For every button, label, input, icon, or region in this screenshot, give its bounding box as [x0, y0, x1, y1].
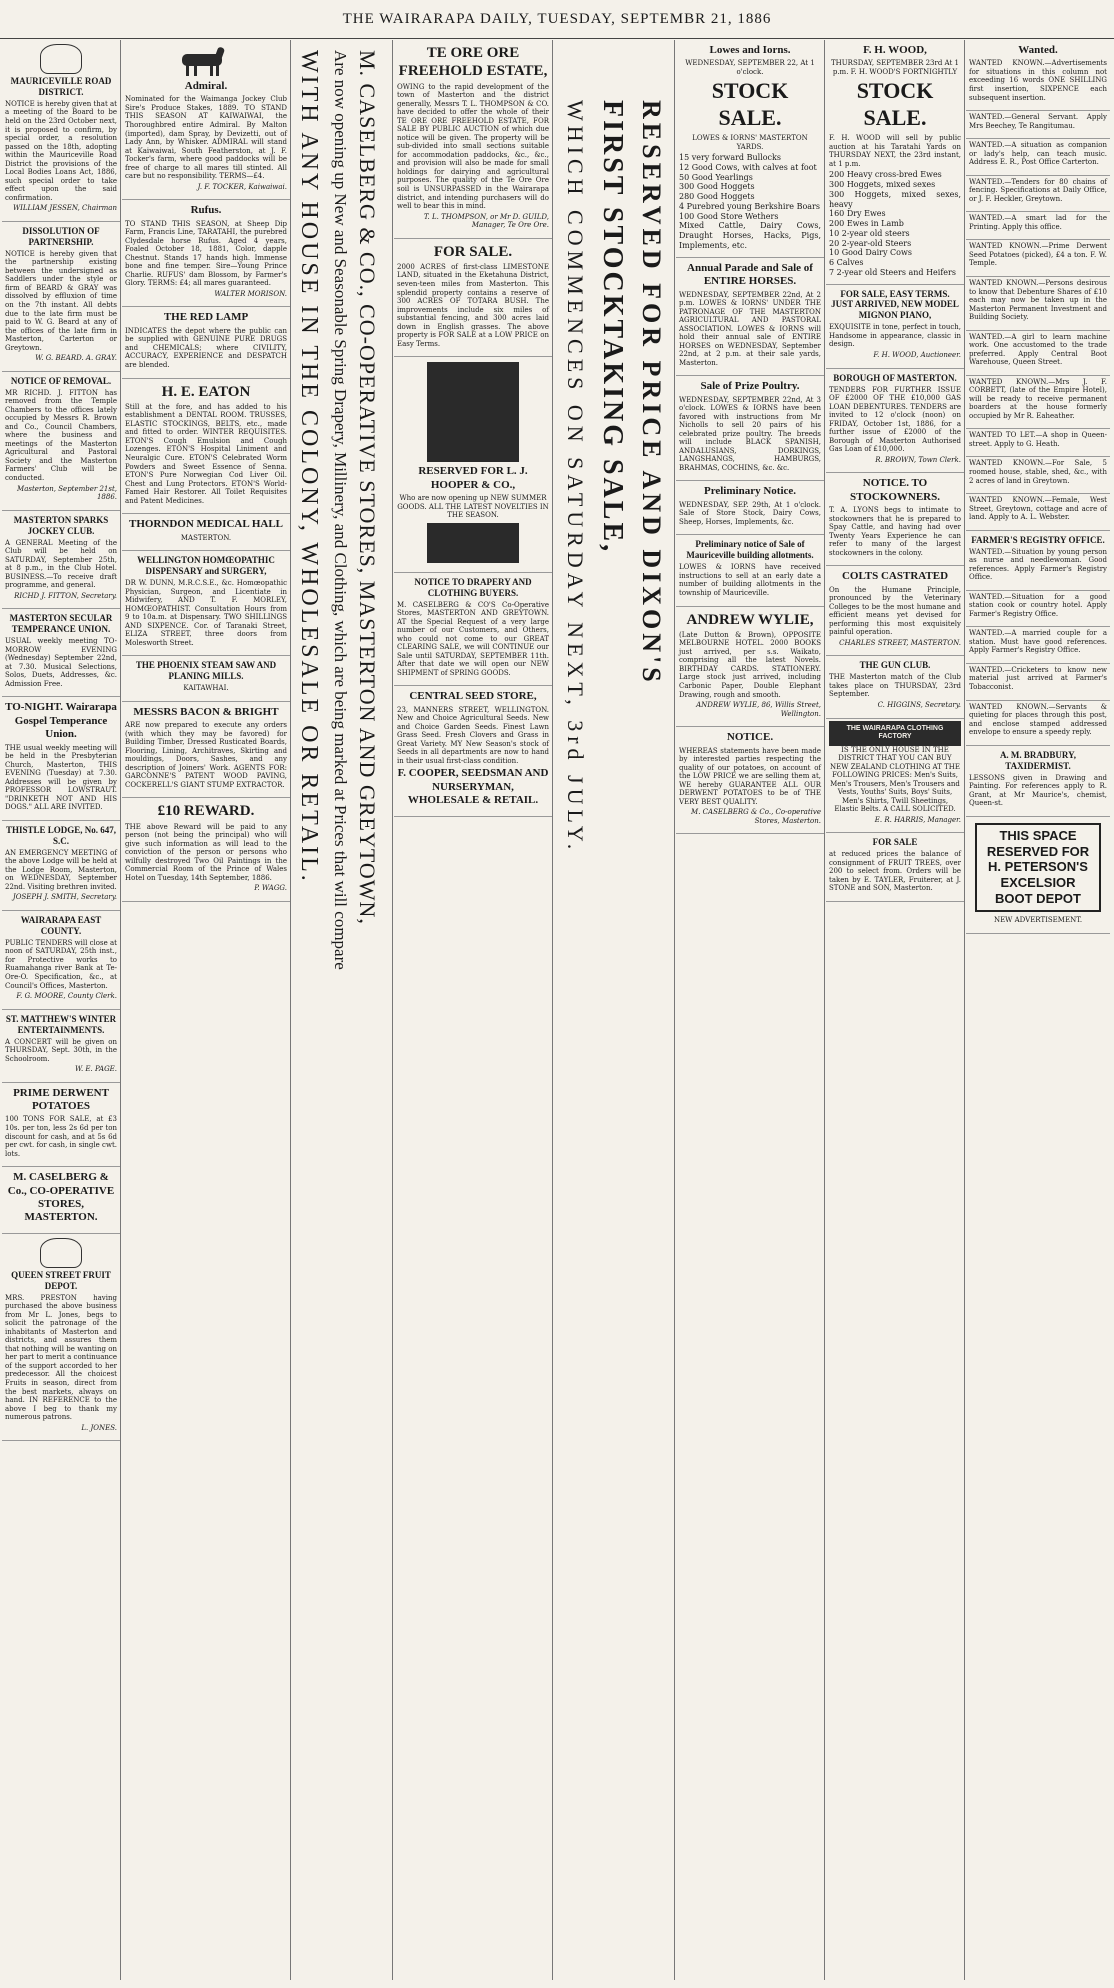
stock-list	[679, 153, 821, 251]
list-item: 300 Good Hoggets	[679, 182, 755, 192]
ad-signature: W. G. BEARD. A. GRAY.	[35, 354, 117, 363]
ad-body: WANTED.—Tenders for 80 chains of fencing. Specifications at Daily Office, or J. F. Heckler, Greytown.	[969, 177, 1107, 203]
ad-title: NOTICE. TO STOCKOWNERS.	[850, 477, 940, 503]
ad-body: M. CASELBERG & CO'S Co-Operative Stores, MASTERTON AND GREYTOWN. AT the Special Request of a very large number of our Customers, and Others, who could not come to our GREAT CLEARING SALE, we will CONTINUE our Sale until SATURDAY, SEPTEMBER 11th. After that date we will open our NEW SHIPMENT of SPRING GOODS.	[397, 600, 549, 677]
ad-title: F. H. WOOD,	[863, 44, 927, 56]
ad-prize-poultry	[676, 376, 824, 481]
classified-item	[966, 701, 1110, 746]
ad-body: INDICATES the depot where the public can be supplied with GENUINE PURE DRUGS and CHEMICALS; where CIVILITY, ACCURACY, EXPERIENCE and DESPATCH are blended.	[125, 326, 287, 369]
ad-body: THURSDAY, SEPTEMBER 23rd At 1 p.m. F. H. WOOD'S FORTNIGHTLY	[831, 59, 959, 76]
ad-body: WANTED.—A smart lad for the Printing. Apply this office.	[969, 214, 1107, 231]
ad-body: KAITAWHAI.	[183, 684, 229, 693]
ad-body: 100 TONS FOR SALE, at £3 10s. per ton, less 2s 6d per ton discount for cash, and at 5s 6d per cwt. for cash, in single cwt. lots.	[5, 1115, 117, 1158]
ad-clothing-factory	[826, 719, 964, 834]
column-7	[826, 40, 965, 1980]
ad-body: Still at the fore, and has added to his establishment a DENTAL ROOM. TRUSSES, ELASTIC STOCKINGS, BELTS, etc., made and fitted to order. WINTER REQUISITES. ETON'S Cough Emulsion and Cough Lozenges. ETON'S Hospital Liniment and Neuralgic Cure. ETON'S Celebrated Worm Powders and Sweet Essence of Senna. ETON'S Pure Norwegian Cod Liver Oil. Chest and Lung Protectors. ETON'S World-Famed Hair Restorer. All Toilet Requisites and Patent Medicines.	[125, 402, 287, 505]
ad-signature: F. COOPER, SEEDSMAN AND NURSERYMAN, WHOLESALE & RETAIL.	[397, 767, 549, 807]
ad-body: WANTED KNOWN.—For Sale, 5 roomed house, stable, shed, &c., with 2 acres of land in Greytown.	[969, 459, 1107, 485]
ad-st-matthews	[2, 1010, 120, 1083]
list-item: 20 2-year-old Steers	[829, 238, 912, 248]
ad-title: ANDREW WYLIE,	[686, 611, 814, 628]
ad-body: WEDNESDAY, SEP. 29th, At 1 o'clock. Sale of Store Stock, Dairy Cows, Sheep, Horses, Implements, &c.	[679, 500, 821, 526]
list-item: Mixed Cattle, Dairy Cows, Draught Horses, Hacks, Pigs, Implements, etc.	[679, 221, 821, 250]
classified-item	[966, 331, 1110, 376]
ad-signature: W. E. PAGE.	[74, 1065, 117, 1074]
list-item: 300 Hoggets, mixed sexes, heavy	[829, 189, 961, 209]
ad-title: TE ORE ORE FREEHOLD ESTATE,	[398, 45, 548, 80]
ad-body: 23, MANNERS STREET, WELLINGTON. New and Choice Agricultural Seeds. New and Choice Garden Seeds. Finest Lawn Grass Seed. Fresh Clovers and Grass in Great Variety. MY New Season's stock of Seeds in all departments are now to hand in their usual first-class condition.	[397, 705, 549, 765]
ad-body: WANTED.—A girl to learn machine work. One accustomed to the trade preferred. Apply Central Boot Warehouse, Queen Street.	[969, 332, 1107, 367]
ornamental-block-icon	[427, 362, 519, 462]
ad-body: MR RICHD. J. FITTON has removed from the Temple Chambers to the offices lately occupied by Messrs R. Brown and Co., Council Chambers, where the business and meetings of the Masterton Agricultural and Pastoral Society and the Masterton Farmers' Club will be conducted.	[5, 388, 117, 482]
ad-dissolution-partnership	[2, 222, 120, 372]
ad-title: Preliminary notice of Sale of Mauriceville building allotments.	[686, 539, 814, 561]
ad-body: WANTED.—A married couple for a station. Must have good references. Apply Farmer's Registry Office.	[969, 629, 1107, 655]
ad-body: WANTED KNOWN.—Advertisements for situations in this column not exceeding 16 words ONE SHILLING first insertion, SIXPENCE each subsequent insertion.	[969, 59, 1107, 102]
ad-title: BOROUGH OF MASTERTON.	[833, 372, 957, 383]
ad-body: TO STAND THIS SEASON, at Sheep Dip Farm, Francis Line, TARATAHI, the purebred Clydesdale horse Rufus. Aged 4 years, Foaled October 18, 1881, Color, dapple Chestnut. Stands 17 hands high. Immense bone and fine temper. Sire—Young Prince Charlie. RUFUS' dam Blossom, by Farmer's Glory. TERMS: £4; all mares guaranteed.	[125, 219, 287, 288]
ad-body: TENDERS FOR FURTHER ISSUE OF £2000 OF THE £10,000 GAS LOAN DEBENTURES. TENDERS are invited to 12 o'clock (noon) on FRIDAY, October 1st, 1886, for a further issue of £2000 of the Borough of Masterton Authorised Gas Loan of £10,000.	[829, 385, 961, 454]
ad-title: M. CASELBERG & Co., CO-OPERATIVE STORES, MASTERTON.	[7, 1171, 115, 1224]
ad-gun-club	[826, 656, 964, 718]
ad-body: EXQUISITE in tone, perfect in touch, Handsome in appearance, classic in design.	[829, 323, 961, 349]
ad-body: WANTED.—Cricketers to know new material just arrived at Farmer's Tobacconist.	[969, 665, 1107, 691]
ad-body: DR W. DUNN, M.R.C.S.E., &c. Homœopathic Physician, Surgeon, and Licentiate in Midwifery, AND T. F. MORLEY, HOMŒOPATHIST. Consultation Hours from 9 to 10a.m. at Dispensary. TWO SHILLINGS AND SIXPENCE. Cor. of Taranaki Street, ELIZA STREET, three doors from Molesworth Street.	[125, 579, 287, 647]
ad-borough-masterton	[826, 369, 964, 474]
banner-line-3: WITH ANY HOUSE IN THE COLONY, WHOLESALE OR RETAIL.	[296, 50, 322, 884]
list-item: 12 Good Cows, with calves at foot	[679, 162, 817, 172]
list-item: 200 Heavy cross-bred Ewes	[829, 170, 942, 180]
ad-fruit-trees	[826, 833, 964, 902]
ad-east-county	[2, 911, 120, 1010]
ad-title: £10 REWARD.	[157, 803, 255, 820]
ad-title: Preliminary Notice.	[703, 485, 797, 498]
ad-mauriceville-road	[2, 40, 120, 222]
list-item: 100 Good Store Wethers	[679, 211, 779, 221]
ad-title: MASTERTON SECULAR TEMPERANCE UNION.	[9, 613, 113, 635]
ad-body: NOTICE is hereby given that at a meeting of the Board to be held on the 23rd October next, it is proposed to confirm, by special order, a resolution passed on the 18th, adopting within the Mauriceville Road District the provisions of the Local Bodies Loans Act, 1886, such special order to take effect upon the said confirmation.	[5, 99, 117, 202]
ad-title: MASTERTON SPARKS JOCKEY CLUB.	[13, 514, 109, 536]
classified-item	[966, 664, 1110, 701]
ad-title: NOTICE.	[726, 731, 774, 744]
ad-title: ST. MATTHEW'S WINTER ENTERTAINMENTS.	[5, 1013, 117, 1035]
ad-body: THE Masterton match of the Club takes place on THURSDAY, 23rd September.	[829, 673, 961, 699]
ad-body: WANTED KNOWN.—Mrs J. F. CORBETT, (late of the Empire Hotel), will be ready to receive permanent boarders at the house formerly occupied by Mr R. Eaheather.	[969, 377, 1107, 420]
ad-body: WANTED.—Situation for a good station cook or country hotel. Apply Farmer's Registry Office.	[969, 592, 1107, 618]
ad-derwent-potatoes	[2, 1083, 120, 1167]
newspaper-masthead: THE WAIRARAPA DAILY, TUESDAY, SEPTEMBR 21, 1886	[0, 0, 1114, 39]
ad-body: MASTERTON.	[180, 533, 232, 542]
ad-stockowners-notice	[826, 473, 964, 566]
ad-title: Annual Parade and Sale of ENTIRE HORSES.	[687, 261, 813, 288]
banner-line-1: RESERVED FOR PRICE AND DIXON'S	[637, 100, 666, 686]
ad-body: Who are now opening up NEW SUMMER GOODS. ALL THE LATEST NOVELTIES IN THE SEASON.	[397, 494, 549, 520]
ad-signature: Masterton, September 21st, 1886.	[17, 484, 117, 502]
horse-icon	[176, 44, 236, 78]
column-1	[2, 40, 121, 1980]
ad-title: DISSOLUTION OF PARTNERSHIP.	[22, 225, 100, 247]
ad-body: THE above Reward will be paid to any person (not being the principal) who will give such information as will lead to the conviction of the person or persons who wilfully destroyed Two Oil Paintings in the Commercial Room of the Prince of Wales Hotel on Tuesday, 14th September, 1886.	[125, 822, 287, 882]
ad-title: COLTS CASTRATED	[841, 570, 949, 583]
ad-body: WHEREAS statements have been made by interested parties respecting the quality of our potatoes, on account of the LOW PRICE we are selling them at, WE hereby GUARANTEE ALL OUR DERWENT POTATOES to be of THE VERY BEST QUALITY.	[679, 746, 821, 806]
ad-peterson-reserved	[966, 817, 1110, 934]
column-2	[122, 40, 291, 1980]
ad-signature: R. BROWN, Town Clerk.	[875, 455, 961, 464]
banner-line-3: WHICH COMMENCES ON SATURDAY NEXT, 3rd JULY.	[563, 100, 588, 855]
list-item: 160 Dry Ewes	[829, 209, 886, 219]
ad-signature: E. R. HARRIS, Manager.	[874, 815, 961, 824]
ad-body: MRS. PRESTON having purchased the above business from Mr L. Jones, begs to solicit the patronage of the inhabitants of Masterton and districts, and assures them that nothing will be wanting on her part to merit a continuance of the support accorded to her predecessor. All the choicest Fruits in season, direct from the best markets, always on hand. IN REFERENCE to the above I beg to thank my numerous patrons.	[5, 1293, 117, 1422]
ad-caselberg-stores	[2, 1167, 120, 1234]
ad-signature: L. JONES.	[81, 1423, 117, 1432]
ad-red-lamp	[122, 307, 290, 378]
classified-item	[966, 591, 1110, 628]
ad-limestone-land	[394, 239, 552, 358]
ad-body: WANTED.—A situation as companion or lady's help, can teach music. Address E. R., Post Office Carterton.	[969, 141, 1107, 167]
classified-item	[966, 627, 1110, 664]
column-6	[676, 40, 825, 1980]
ad-ten-pound-reward	[122, 798, 290, 902]
ad-body: WANTED TO LET.—A shop in Queen-street. Apply to G. Heath.	[969, 431, 1107, 448]
ad-signature: C. HIGGINS, Secretary.	[877, 700, 961, 709]
ad-body: WEDNESDAY, SEPTEMBER 22, At 1 o'clock.	[685, 59, 815, 76]
ad-title: PRIME DERWENT POTATOES	[13, 1086, 109, 1113]
ad-colts-castrated	[826, 566, 964, 656]
ad-title: THE WAIRARAPA CLOTHING FACTORY	[829, 721, 961, 746]
ad-title: Sale of Prize Poultry.	[700, 380, 800, 393]
ad-title: THE PHOENIX STEAM SAW AND PLANING MILLS.	[135, 660, 277, 682]
ornamental-block-icon	[427, 523, 519, 563]
ad-title: THORNDON MEDICAL HALL	[128, 518, 284, 531]
ad-central-seed-store	[394, 686, 552, 816]
ad-title: THE GUN CLUB.	[859, 660, 931, 671]
ad-rufus-stallion	[122, 200, 290, 307]
ad-body: A GENERAL Meeting of the Club will be held on SATURDAY, September 25th, at 8 p.m., in the Club Hotel. BUSINESS.—To receive draft programme, and general.	[5, 538, 117, 590]
list-item: 7 2-year old Steers and Heifers	[829, 267, 956, 277]
ad-title: WELLINGTON HOMŒOPATHIC DISPENSARY and SURGERY,	[137, 555, 275, 577]
ad-body: THE usual weekly meeting will be held in the Presbyterian Church, Masterton, THIS EVENING (Tuesday) at 7.30. Addresses will be given by PROFESSOR LOWSTRAUT. "DRINKETH NOT AND HIS DOGS." ALL ARE INVITED.	[5, 743, 117, 812]
classified-header	[966, 40, 1110, 111]
ad-title: THISTLE LODGE, No. 647, S.C.	[5, 824, 117, 846]
ad-body: WEDNESDAY, SEPTEMBER 22nd, At 3 o'clock. LOWES & IORNS have been favored with instructions from Mr Nicholls to sell 20 pairs of his celebrated prize poultry. The breeds will include BLACK SPANISH, ANDALUSIANS, DORKINGS, LANGSHANGS, HAMBURGS, BRAHMAS, COCHINS, &c. &c.	[679, 395, 821, 472]
ad-homoeopathic-dispensary	[122, 551, 290, 656]
ad-lowes-iorns-stock	[676, 40, 824, 258]
classified-item	[966, 240, 1110, 277]
ad-signature: T. L. THOMPSON, or Mr D. GUILD, Manager, Te Ore Ore.	[423, 212, 549, 230]
ad-body: OWING to the rapid development of the town of Masterton and the district generally, Messrs T. L. THOMPSON & CO. have decided to offer the whole of their TE ORE ORE FREEHOLD ESTATE, FOR SALE BY PUBLIC AUCTION of which due notice will be given. The property will be sub-divided into small sections suitable for accommodation paddocks, &c., &c., and provision will also be made for small holdings for dairying and agricultural purposes. The quality of the Te Ore Ore soil is UNSURPASSED in the Wairarapa district, and intending purchasers will do well to bear this in mind.	[397, 82, 549, 211]
ad-phoenix-mills	[122, 656, 290, 701]
ad-gospel-temperance	[2, 697, 120, 820]
list-item: 200 Ewes in Lamb	[829, 219, 904, 228]
ad-body: ARE now prepared to execute any orders (with which they may be favored) for Building Timber, Dressed Rusticated Boards, Flooring, Lining, Architraves, Skirting and mouldings, Doors, Sashes, and any description of Joiners' Work. AGENTS FOR: GARCONNE'S PATENT WOOD PAVING, COCKERELL'S GIANT STUMP EXTRACTOR.	[125, 721, 287, 789]
ad-body: Nominated for the Waimanga Jockey Club Sire's Produce Stakes, 1889. TO STAND THIS SEASON AT KAIWAIWAI, the Thoroughbred entire Admiral. By Malton (imported), dam Spray, by Devizetti, out of Lady Ann, by Whisker. ADMIRAL will stand at Kaiwaiwai, South Featherston, at J. F. Tocker's farm, where good paddocks will be free of charge to all mares till stinted. All care but no responsibility. TERMS—£4.	[125, 95, 287, 181]
ad-body: PUBLIC TENDERS will close at noon of SATURDAY, 25th inst., for Protective works to Ruamahanga river Bank at Te-Ore-O. Specification, &c., at Council's Offices, Masterton.	[5, 938, 117, 990]
ad-title: Wanted.	[1018, 44, 1058, 56]
ad-mauriceville-allotments	[676, 535, 824, 606]
ad-signature: P. WAGG.	[254, 884, 287, 893]
ad-bacon-bright	[122, 702, 290, 799]
ad-body: WANTED KNOWN.—Persons desirous to know that Debenture Shares of £10 each may now be taken up in the Masterton Permanent Investment and Building Society.	[969, 278, 1107, 322]
ad-signature: J. F. TOCKER, Kaiwaiwai.	[197, 182, 287, 191]
ad-signature: M. CASELBERG & Co., Co-operative Stores, Masterton.	[691, 808, 821, 825]
ad-title: FARMER'S REGISTRY OFFICE.	[971, 534, 1105, 545]
classified-item	[966, 429, 1110, 457]
ad-temperance-union	[2, 609, 120, 697]
ad-andrew-wylie	[676, 607, 824, 728]
ad-thorndon-medical	[122, 514, 290, 551]
ad-title: FOR SALE	[872, 837, 918, 848]
ad-body: LOWES & IORNS' MASTERTON YARDS.	[692, 134, 808, 151]
ad-title: RESERVED FOR L. J. HOOPER & CO.,	[418, 465, 528, 491]
ad-title: STOCK SALE.	[711, 78, 789, 131]
ad-admiral-stallion	[122, 40, 290, 200]
ad-title: QUEEN STREET FRUIT DEPOT.	[11, 1269, 111, 1291]
ad-title: H. E. EATON	[161, 383, 251, 400]
banner-line-2: Are now opening up New and Seasonable Spring Drapery, Millinery, and Clothing, which are being marked at Prices that will compare	[331, 50, 350, 970]
list-item: 6 Calves	[829, 258, 864, 267]
ad-entire-horses	[676, 258, 824, 377]
banner-line-1: M. CASELBERG & CO., CO-OPERATIVE STORES, MASTERTON AND GREYTOWN,	[355, 50, 380, 925]
ad-signature: CHARLES STREET, MASTERTON.	[839, 638, 961, 647]
classified-item	[966, 457, 1110, 494]
ad-title: MESSRS BACON & BRIGHT	[133, 705, 279, 718]
ad-title: Rufus.	[190, 204, 222, 217]
list-item: 4 Purebred young Berkshire Boars	[679, 201, 820, 211]
list-item: 50 Good Yearlings	[679, 172, 753, 182]
ad-body: WANTED KNOWN.—Servants & quieting for places through this post, and enclose stamped addressed envelope to ensure a speedy reply.	[969, 702, 1107, 737]
ad-title: STOCK SALE.	[856, 78, 934, 131]
banner-line-2: FIRST STOCKTAKING SALE,	[597, 100, 628, 555]
ad-title: NOTICE OF REMOVAL.	[10, 375, 112, 386]
ad-body: WANTED KNOWN.—Female, West Street, Greytown, cottage and acre of land. Apply to A. L. Webster.	[969, 496, 1107, 522]
ad-signature: JOSEPH J. SMITH, Secretary.	[12, 893, 117, 902]
list-item: 300 Hoggets, mixed sexes	[829, 180, 936, 189]
stock-list	[829, 170, 961, 277]
ad-title: FOR SALE, EASY TERMS. JUST ARRIVED, NEW MODEL MIGNON PIANO,	[831, 288, 959, 321]
ad-title: THE RED LAMP	[163, 311, 249, 324]
ad-body: (Late Dutton & Brown), OPPOSITE MELBOURNE HOTEL. 2000 BOOKS just arrived, per s.s. Waikato, comprising all the latest Novels. BIRTHDAY CARDS. STATIONERY. Large stock just arrived, including Carbonic Paper, Double Elephant Drawing, rough and smooth.	[679, 630, 821, 699]
ad-hooper-summer-goods	[394, 357, 552, 572]
list-item: 10 Good Dairy Cows	[829, 248, 912, 258]
crest-icon	[40, 1238, 82, 1268]
ad-title: FOR SALE.	[433, 243, 513, 260]
ad-jockey-club	[2, 511, 120, 610]
ad-mignon-piano	[826, 285, 964, 369]
ad-title: CENTRAL SEED STORE,	[409, 690, 537, 703]
ad-body: F. H. WOOD will sell by public auction at his Taratahi Yards on THURSDAY NEXT, the 23rd instant, at 1 p.m.	[829, 134, 961, 168]
ad-body: WANTED.—General Servant. Apply Mrs Beechey, Te Rangitumau.	[969, 113, 1107, 130]
ad-body: IS THE ONLY HOUSE IN THE DISTRICT THAT YOU CAN BUY NEW ZEALAND CLOTHING AT THE FOLLOWING PRICES: Men's Suits, Men's Trousers, Men's Trousers and Vests, Youths' Suits, Boys' Suits, Men's Shirts, Twill Sheetings, Elastic Belts. A CALL SOLICITED.	[829, 745, 961, 814]
ad-body: T. A. LYONS begs to intimate to stockowners that he is prepared to Spay Cattle, and having had over Twenty Years Experience he can refer to many of the largest stockowners in the colony.	[829, 506, 961, 557]
ad-wood-stock-sale	[826, 40, 964, 285]
ad-body: LESSONS given in Drawing and Painting. For references apply to R. Grant, at Mr Maurice's, chemist, Queen-st.	[969, 773, 1107, 808]
list-item: 15 very forward Bullocks	[679, 153, 781, 163]
ad-body: AN EMERGENCY MEETING of the above Lodge will be held at the Lodge Room, Masterton, on WEDNESDAY, September 22nd. Visiting brethren invited.	[5, 848, 117, 891]
ad-body: WANTED.—Situation by young person as nurse and needlewoman. Good references. Apply Farmer's Registry Office.	[969, 547, 1107, 582]
ad-potato-notice	[676, 727, 824, 834]
classified-item	[966, 139, 1110, 176]
ad-body: NOTICE is hereby given that the partnership existing between the undersigned as Saddlers under the style or firm of BEARD & GRAY was dissolved by effluxion of time on the 7th instant. All debts due to the late firm must be paid to W. G. Beard at any of the offices of the late firm in Masterton, Carterton or Greytown.	[5, 249, 117, 352]
column-4	[394, 40, 553, 1980]
ad-body: LOWES & IORNS have received instructions to sell at an early date a number of building allotments in the township of Mauriceville.	[679, 563, 821, 597]
ad-fruit-depot	[2, 1234, 120, 1441]
classified-item	[966, 111, 1110, 139]
ad-title: A. M. BRADBURY, TAXIDERMIST.	[999, 749, 1077, 771]
ad-signature: RICHD J. FITTON, Secretary.	[14, 591, 117, 600]
ad-body: 2000 ACRES of first-class LIMESTONE LAND, situated in the Eketahuna District, seven-teen miles from Masterton. This splendid property contains a reserve of 300 ACRES OF TOTARA BUSH. The improvements include six miles of substantial fencing, and 300 acres laid down in English grasses. The above property is FOR SALE at a LOW PRICE on Easy Terms.	[397, 262, 549, 348]
classified-item	[966, 176, 1110, 213]
ad-title: THIS SPACE RESERVED FOR H. PETERSON'S EXCELSIOR BOOT DEPOT	[975, 823, 1101, 912]
classified-item	[966, 376, 1110, 430]
ad-title: NOTICE TO DRAPERY AND CLOTHING BUYERS.	[414, 576, 532, 598]
column-8-classifieds	[966, 40, 1110, 1980]
ad-title: MAURICEVILLE ROAD DISTRICT.	[10, 76, 112, 97]
ad-signature: F. H. WOOD, Auctioneer.	[873, 351, 961, 359]
ad-body: On the Humane Principle, pronounced by the Veterinary Colleges to be the most humane and efficient means yet devised for performing this most exquisitely painful operation.	[829, 585, 961, 637]
farmers-registry	[966, 531, 1110, 591]
ad-signature: ANDREW WYLIE, 86, Willis Street, Wellington.	[696, 701, 821, 718]
ad-bradbury-taxidermist	[966, 746, 1110, 817]
ad-body: USUAL weekly meeting TO-MORROW EVENING (Wednesday) September 22nd, at 7.30. Musical Selections, Solos, Duets, Addresses, &c. Admission Free.	[5, 637, 117, 688]
ad-preliminary-notice	[676, 481, 824, 535]
ad-caselberg-drapery-notice	[394, 573, 552, 687]
ad-title: Lowes and Iorns.	[709, 44, 791, 56]
ad-te-ore-ore-estate	[394, 40, 552, 239]
ad-title: WAIRARAPA EAST COUNTY.	[20, 914, 102, 936]
ad-notice-removal	[2, 372, 120, 511]
ad-body: WEDNESDAY, SEPTEMBER 22nd, At 2 p.m. LOWES & IORNS' UNDER THE PATRONAGE OF THE MASTERTON AGRICULTURAL AND PASTORAL ASSOCIATION. LOWES & IORNS will hold their annual sale of ENTIRE HORSES on WEDNESDAY, September 22nd, at 2 p.m. at their sale yards, Masterton.	[679, 290, 821, 367]
ad-signature: F. G. MOORE, County Clerk.	[16, 992, 117, 1001]
classified-item	[966, 494, 1110, 531]
ad-thistle-lodge	[2, 821, 120, 911]
column-3-caselberg-banner	[292, 40, 393, 1980]
ad-eaton-chemist	[122, 379, 290, 515]
list-item: 280 Good Hoggets	[679, 192, 755, 202]
column-5-stocktaking-banner	[554, 40, 675, 1980]
ad-body: NEW ADVERTISEMENT.	[993, 916, 1083, 925]
ad-signature: WILLIAM JESSEN, Chairman	[12, 204, 117, 213]
ad-signature: WALTER MORISON.	[214, 289, 287, 298]
ad-body: WANTED KNOWN.—Prime Derwent Seed Potatoes (picked), £4 a ton. F. W. Temple.	[969, 242, 1107, 268]
ad-body: A CONCERT will be given on THURSDAY, Sept. 30th, in the Schoolroom.	[5, 1037, 117, 1063]
classified-item	[966, 277, 1110, 331]
ad-title: TO-NIGHT. Wairarapa Gospel Temperance Union.	[5, 701, 117, 741]
ad-body: at reduced prices the balance of consignment of FRUIT TREES, over 200 to select from. Orders will be taken by E. TAYLER, Fruiterer, at J. STONE and SON, Masterton.	[829, 850, 961, 893]
classified-item	[966, 212, 1110, 240]
royal-crest-icon	[40, 44, 82, 74]
list-item: 10 2-year old steers	[829, 228, 910, 238]
ad-title: Admiral.	[184, 80, 228, 92]
